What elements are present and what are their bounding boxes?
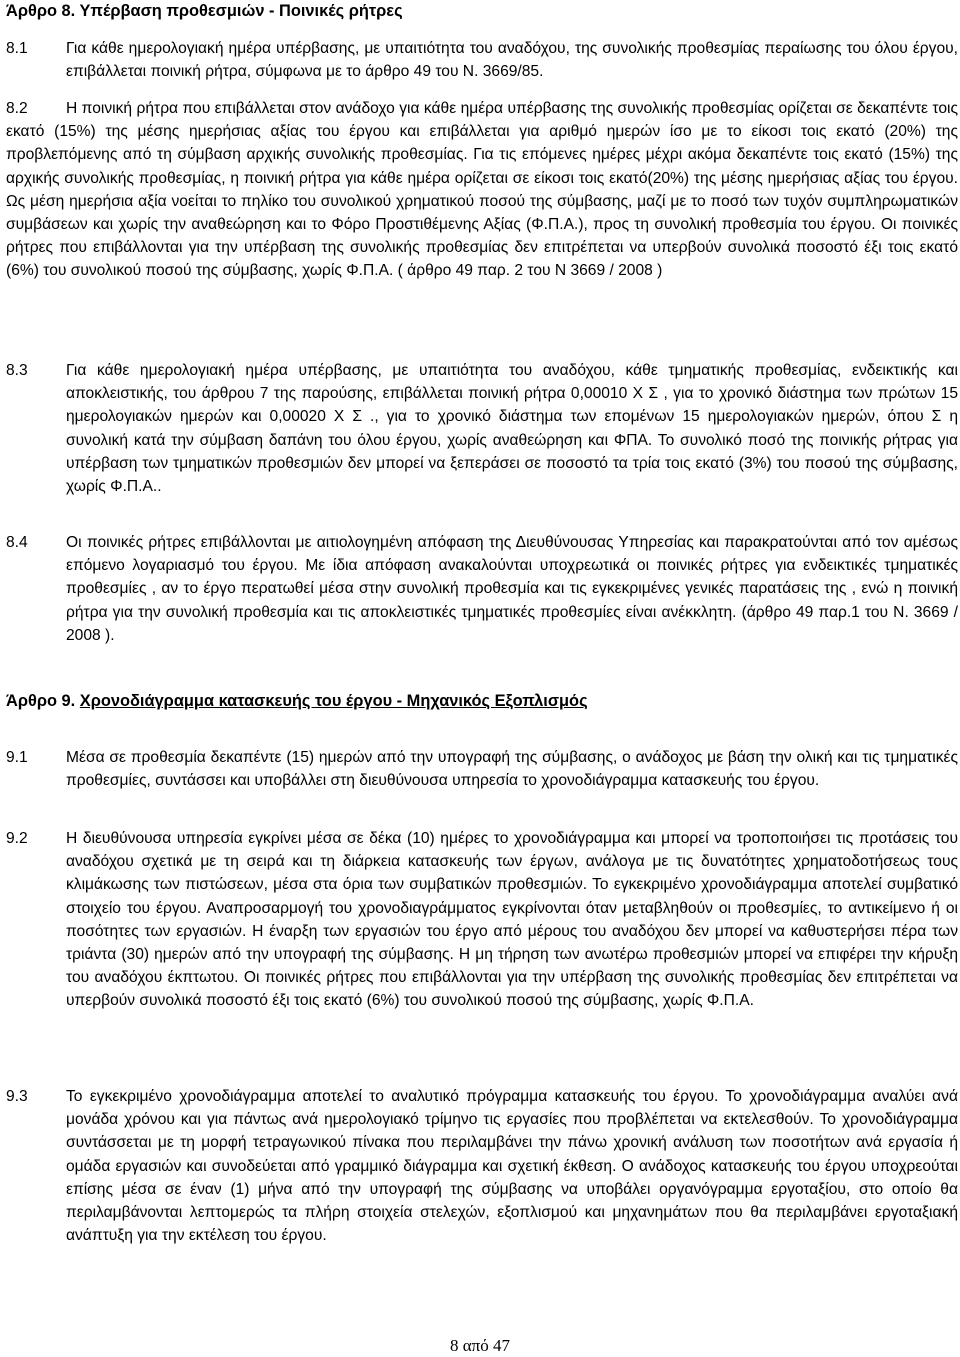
page-number: 8 από 47 bbox=[450, 1336, 510, 1355]
paragraph-text: Η διευθύνουσα υπηρεσία εγκρίνει μέσα σε δέκα (10) ημέρες το χρονοδιάγραμμα και μπορεί να τροποποιήσει τις προτάσεις του αναδόχου σχετικά με τη σειρά και τη διάρκεια κατασκευής των έργων, ανάλογα με τις δυνατότητες χρηματοδοτήσεως τους κλιμάκωσης των πιστώσεων, μέσα στα όρια των συμβατικών προθεσμιών. Το εγκεκριμένο χρονοδιάγραμμα αποτελεί συμβατικό στοιχείο του έργου. Αναπροσαρμογή του χρονοδιαγράμματος εγκρίνονται όταν μεταβληθούν οι προθεσμίες, το αντικείμενο ή οι ποσότητες των εργασιών. Η έναρξη των εργασιών του έργο από μέρους του αναδόχου δεν μπορεί να καθυστερήσει πέρα των τριάντα (30) ημερών από την υπογραφή της σύμβασης. Η μη τήρηση των ανωτέρω προθεσμιών μπορεί να επιφέρει την κήρυξη του αναδόχου έκπτωτου. Οι ποινικές ρήτρες που επιβάλλονται για την υπέρβαση της συνολικής προθεσμίας δεν επιτρέπεται να υπερβούν συνολικά ποσοστό έξι τοις εκατό (6%) του συνολικού ποσού της σύμβασης, χωρίς Φ.Π.Α. bbox=[66, 830, 958, 1010]
paragraph-text: Μέσα σε προθεσμία δεκαπέντε (15) ημερών από την υπογραφή της σύμβασης, ο ανάδοχος με βάση την ολική και τις τμηματικές προθεσμίες, συντάσσει και υποβάλλει στη διευθύνουσα υπηρεσία το χρονοδιάγραμμα κατασκευής του έργου. bbox=[66, 749, 958, 790]
paragraph-text: Οι ποινικές ρήτρες επιβάλλονται με αιτιολογημένη απόφαση της Διευθύνουσας Υπηρεσίας και παρακρατούνται από τον αμέσως επόμενο λογαριασμό του έργου. Με ίδια απόφαση ανακαλούνται υποχρεωτικά οι ποινικές ρήτρες για ενδεικτικές τμηματικές προθεσμίες , αν το έργο περατωθεί μέσα στην συνολική προθεσμία και τις εγκεκριμένες γενικές παρατάσεις της , ενώ η ποινική ρήτρα για την συνολική προθεσμία και τις αποκλειστικές τμηματικές προθεσμίες είναι ανέκκλητη. (άρθρο 49 παρ.1 του Ν. 3669 / 2008 ). bbox=[66, 534, 958, 644]
paragraph-text: Για κάθε ημερολογιακή ημέρα υπέρβασης, με υπαιτιότητα του αναδόχου, κάθε τμηματικής προθεσμίας, ενδεικτικής και αποκλειστικής, του άρθρου 7 της παρούσης, επιβάλλεται ποινική ρήτρα 0,00010 Χ Σ , για το χρονικό διάστημα των πρώτων 15 ημερολογιακών ημερών και 0,00020 Χ Σ ., για το χρονικό διάστημα των επομένων 15 ημερολογιακών ημερών, όπου Σ η συνολική κατά την σύμβαση δαπάνη του όλου έργου, χωρίς αναθεώρηση και ΦΠΑ. Το συνολικό ποσό της ποινικής ρήτρας για υπέρβαση των τμηματικών προθεσμιών δεν μπορεί να ξεπεράσει σε ποσοστό τα τρία τοις εκατό (3%) του ποσού της σύμβασης, χωρίς Φ.Π.Α.. bbox=[66, 362, 958, 496]
paragraph-number: 8.1 bbox=[6, 40, 28, 57]
paragraph-number: 8.3 bbox=[6, 362, 28, 379]
paragraph-text: Η ποινική ρήτρα που επιβάλλεται στον ανάδοχο για κάθε ημέρα υπέρβασης της συνολικής προθεσμίας ορίζεται σε δεκαπέντε τοις εκατό (15%) της μέσης ημερήσιας αξίας του έργου και επιβάλλεται για αριθμό ημερών ίσο με το είκοσι τοις εκατό (20%) της προβλεπόμενης από τη σύμβαση αρχικής συνολικής προθεσμίας. Για τις επόμενες ημέρες μέχρι ακόμα δεκαπέντε τοις εκατό (15%) της αρχικής συνολικής προθεσμίας, η ποινική ρήτρα για κάθε ημέρα ορίζεται σε είκοσι τοις εκατό(20%) της μέσης ημερήσιας αξίας του έργου. Ως μέση ημερήσια αξία νοείται το πηλίκο του συνολικού χρηματικού ποσού της σύμβασης, μαζί με το ποσό των τυχόν συμπληρωματικών συμβάσεων και χωρίς την αναθεώρηση και το Φόρο Προστιθέμενης Αξίας (Φ.Π.Α.), προς τη συνολική προθεσμία του έργου. Οι ποινικές ρήτρες που επιβάλλονται για την υπέρβαση της συνολικής προθεσμίας δεν επιτρέπεται να υπερβούν συνολικά ποσοστό έξι τοις εκατό (6%) του συνολικού ποσού της σύμβασης, χωρίς Φ.Π.Α. ( άρθρο 49 παρ. 2 του Ν 3669 / 2008 ) bbox=[6, 100, 958, 280]
paragraph-8-2 bbox=[6, 97, 958, 283]
paragraph-9-1 bbox=[6, 746, 958, 792]
paragraph-8-3 bbox=[6, 359, 958, 498]
paragraph-number: 8.4 bbox=[6, 534, 28, 551]
paragraph-number: 8.2 bbox=[6, 100, 28, 117]
paragraph-text: Για κάθε ημερολογιακή ημέρα υπέρβασης, με υπαιτιότητα του αναδόχου, της συνολικής προθεσμίας περαίωσης του όλου έργου, επιβάλλεται ποινική ρήτρα, σύμφωνα με το άρθρο 49 του Ν. 3669/85. bbox=[66, 40, 958, 81]
article-9-title-text: Χρονοδιάγραμμα κατασκευής του έργου - Μηχανικός Εξοπλισμός bbox=[79, 692, 588, 710]
article-9-title-prefix: Άρθρο 9. bbox=[6, 692, 80, 710]
article-9-title bbox=[6, 690, 588, 713]
paragraph-text: Το εγκεκριμένο χρονοδιάγραμμα αποτελεί το αναλυτικό πρόγραμμα κατασκευής του έργου. Το χρονοδιάγραμμα αναλύει ανά μονάδα χρόνου και για πάντως ανά ημερολογιακό τρίμηνο τις εργασίες που προβλέπεται να εκτελεσθούν. Το χρονοδιάγραμμα συντάσσεται με τη μορφή τετραγωνικού πίνακα που περιλαμβάνει την πάνω χρονική ανάλυση των ποσοτήτων ανά εργασία ή ομάδα εργασιών και συνοδεύεται από γραμμικό διάγραμμα και σχετική έκθεση. Ο ανάδοχος κατασκευής του έργου υποχρεούται επίσης μέσα σε έναν (1) μήνα από την υπογραφή της σύμβασης να υποβάλει οργανόγραμμα εργοταξίου, στο οποίο θα περιλαμβάνονται λεπτομερώς τα πλήρη στοιχεία στελεχών, εξοπλισμού και μηχανημάτων που θα περιλαμβάνει εργοταξιακή ανάπτυξη για την εκτέλεση του έργου. bbox=[66, 1088, 958, 1245]
paragraph-9-2 bbox=[6, 827, 958, 1013]
paragraph-number: 9.3 bbox=[6, 1088, 28, 1105]
paragraph-9-3 bbox=[6, 1085, 958, 1247]
article-8-title-text: Άρθρο 8. Υπέρβαση προθεσμιών - Ποινικές ρήτρες bbox=[6, 2, 403, 20]
paragraph-8-4 bbox=[6, 531, 958, 647]
paragraph-number: 9.1 bbox=[6, 749, 28, 766]
paragraph-8-1 bbox=[6, 37, 958, 83]
paragraph-number: 9.2 bbox=[6, 830, 28, 847]
article-8-title bbox=[6, 0, 403, 23]
